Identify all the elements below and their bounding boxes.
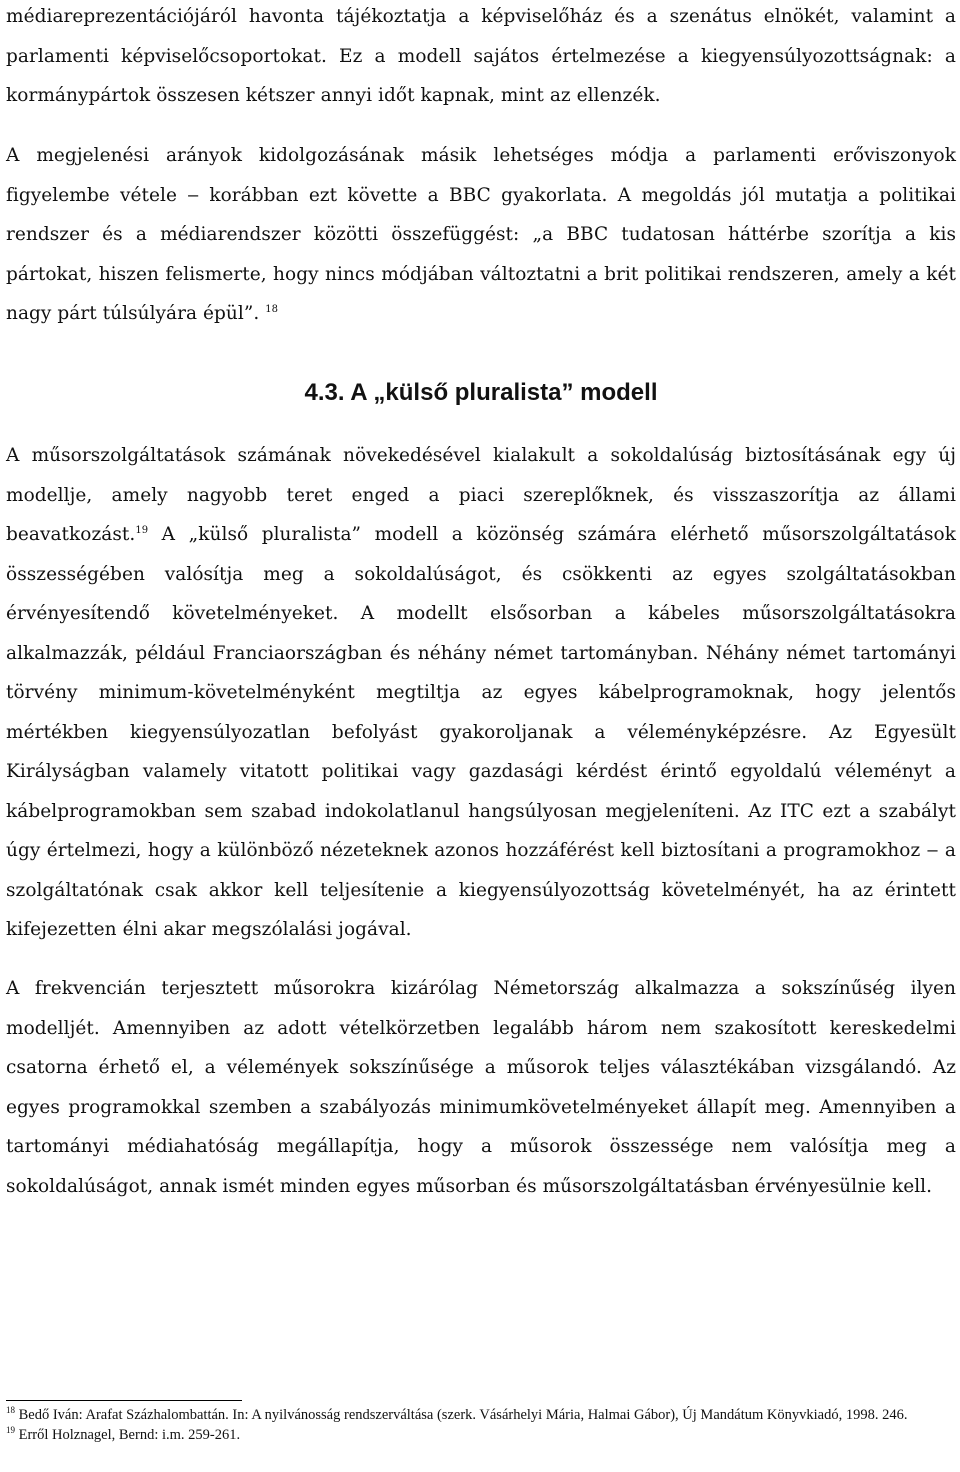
footnote-number: 18	[6, 1405, 15, 1416]
paragraph-bbc	[6, 136, 956, 334]
paragraph-external-pluralist	[6, 436, 956, 950]
footnote-ref-19[interactable]: 19	[135, 524, 149, 536]
section-heading: 4.3. A „külső pluralista” modell	[304, 379, 658, 406]
paragraph-bbc-text: A megjelenési arányok kidolgozásának másik lehetséges módja a parlamenti erőviszonyok figyelembe vétele ‒ korábban ezt követte a BBC gyakorlata. A megoldás jól mutatja a politikai rendszer és a médiarendszer közötti összefüggést: „a BBC tudatosan háttérbe szorítja a kis pártokat, hiszen felismerte, hogy nincs módjában változtatni a brit politikai rendszeren, amely a két nagy párt túlsúlyára épül”.	[6, 145, 956, 324]
footnote-text: Bedő Iván: Arafat Százhalombattán. In: A nyilvánosság rendszerváltása (szerk. Vásárhelyi Mária, Halmai Gábor), Új Mandátum Könyvkiadó, 1998. 246.	[18, 1407, 908, 1423]
paragraph-external-pluralist-text-b: A „külső pluralista” modell a közönség számára elérhető műsorszolgáltatások összességében valósítja meg a sokoldalúságot, és csökkenti az egyes szolgáltatásokban érvényesítendő követelményeket. A modellt elsősorban a kábeles műsorszolgáltatásokra alkalmazzák, például Franciaországban és néhány német tartományban. Néhány német tartományi törvény minimum-követelményként megtiltja az egyes kábelprogramoknak, hogy jelentős mértékben kiegyensúlyozatlan befolyást gyakoroljanak a véleményképzésre. Az Egyesült Királyságban valamely vitatott politikai vagy gazdasági kérdést érintő egyoldalú véleményt a kábelprogramokban sem szabad indokolatlanul hangsúlyosan megjeleníteni. Az ITC ezt a szabályt úgy értelmezi, hogy a különböző nézeteknek azonos hozzáférést kell biztosítani a programokhoz ‒ a szolgáltatónak csak akkor kell teljesítenie a kiegyensúlyozottság követelményét, ha az érintett kifejezetten élni akar megszólalási jogával.	[6, 524, 956, 940]
footnote-18	[6, 1405, 956, 1425]
footnote-separator	[6, 1400, 242, 1401]
paragraph-continued: médiareprezentációjáról havonta tájékoztatja a képviselőház és a szenátus elnökét, valamint a parlamenti képviselőcsoportokat. Ez a modell sajátos értelmezése a kiegyensúlyozottságnak: a kormánypártok összesen kétszer annyi időt kapnak, mint az ellenzék.	[6, 6, 956, 106]
footnote-ref-18[interactable]: 18	[265, 303, 279, 315]
footnote-19	[6, 1425, 956, 1445]
paragraph-germany: A frekvencián terjesztett műsorokra kizárólag Németország alkalmazza a sokszínűség ilyen modelljét. Amennyiben az adott vételkörzetben legalább három nem szakosított kereskedelmi csatorna érhető el, a vélemények sokszínűsége a műsorok teljes választékában vizsgálandó. Az egyes programokkal szemben a szabályozás minimumkövetelményeket állapít meg. Amennyiben a tartományi médiahatóság megállapítja, hogy a műsorok összessége nem valósítja meg a sokoldalúságot, annak ismét minden egyes műsorban és műsorszolgáltatásban érvényesülnie kell.	[6, 978, 956, 1197]
paragraph-external-pluralist-text-a: A műsorszolgáltatások számának növekedésével kialakult a sokoldalúság biztosításának egy új modellje, amely nagyobb teret enged a piaci szereplőknek, és visszaszorítja az állami beavatkozást.	[6, 445, 956, 545]
footnotes	[6, 1405, 956, 1445]
footnote-number: 19	[6, 1425, 15, 1436]
footnote-text: Erről Holznagel, Bernd: i.m. 259-261.	[18, 1427, 241, 1443]
